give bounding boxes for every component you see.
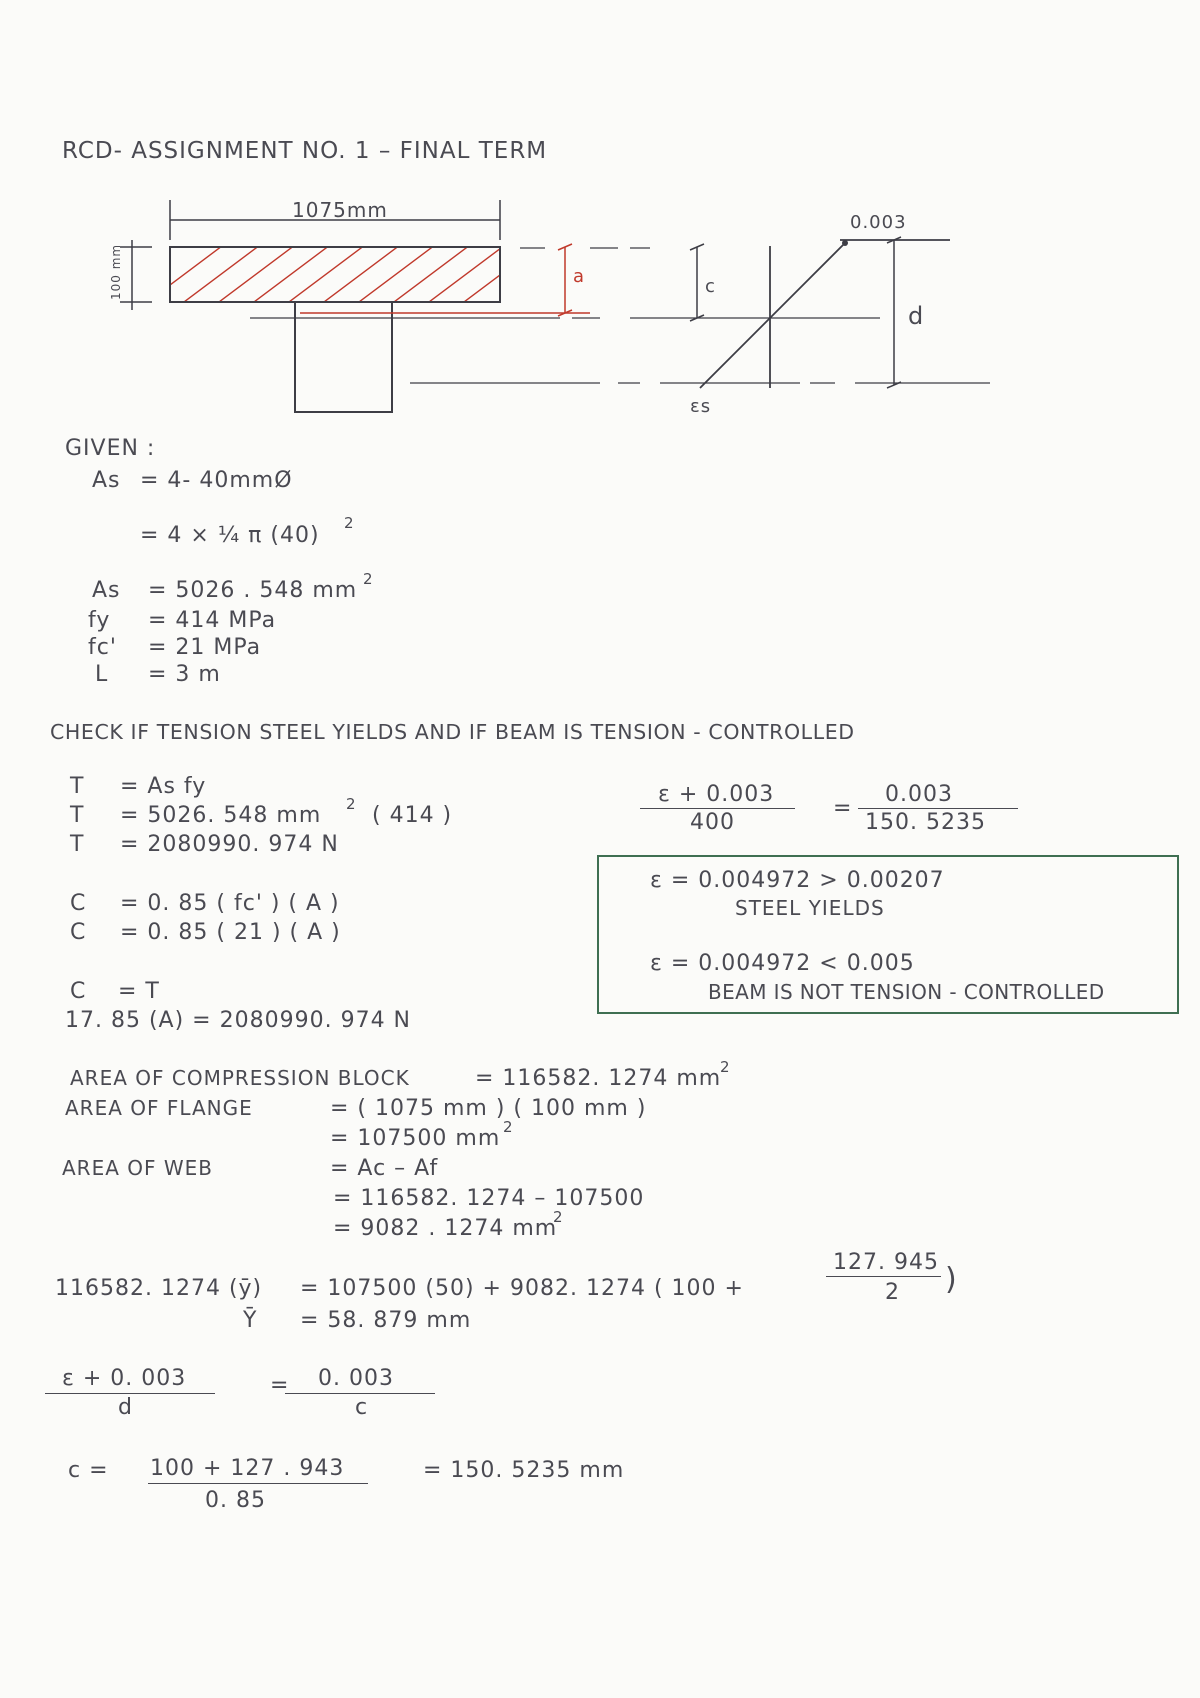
- comp-exp: 2: [720, 1058, 730, 1076]
- strain-line-right: [285, 1393, 435, 1394]
- compression-zone-hatch: [150, 240, 540, 305]
- box-line1: ε = 0.004972 > 0.00207: [650, 868, 945, 893]
- t2-lhs: T: [70, 803, 85, 828]
- ct-rhs: = T: [118, 979, 160, 1004]
- strain-top-label: 0.003: [850, 212, 907, 233]
- check-heading: CHECK IF TENSION STEEL YIELDS AND IF BEAM IS TENSION - CONTROLLED: [50, 720, 855, 744]
- as-value-exp: 2: [363, 570, 373, 588]
- ct-lhs: C: [70, 979, 87, 1004]
- label-a: a: [573, 266, 586, 287]
- c-calc-num: 100 + 127 . 943: [150, 1456, 345, 1481]
- ratio-line-right: [858, 808, 1018, 809]
- label-d: d: [908, 302, 925, 330]
- fc-label: fc': [88, 635, 117, 660]
- as-value-label: As: [92, 578, 121, 603]
- comp-value: = 116582. 1274 mm: [475, 1066, 722, 1091]
- t3-lhs: T: [70, 832, 85, 857]
- fc-value: = 21 MPa: [148, 635, 262, 660]
- flange-value: = ( 1075 mm ) ( 100 mm ): [330, 1096, 647, 1121]
- flange-label: AREA OF FLANGE: [65, 1096, 253, 1120]
- box-line2: STEEL YIELDS: [735, 896, 885, 920]
- t3-rhs: = 2080990. 974 N: [120, 832, 339, 857]
- ybar-rhs: = 58. 879 mm: [300, 1308, 472, 1333]
- c1-lhs: C: [70, 891, 87, 916]
- comp-label: AREA OF COMPRESSION BLOCK: [70, 1066, 410, 1090]
- c-calc-result: = 150. 5235 mm: [423, 1458, 625, 1483]
- ratio-num-right: 0.003: [885, 782, 953, 807]
- c-calc-lhs: c =: [68, 1458, 109, 1483]
- flange-thickness-dimension: [120, 240, 152, 310]
- strain-eq: =: [270, 1373, 290, 1398]
- t-beam-section: [170, 247, 500, 412]
- flange-width-label: 1075mm: [292, 198, 388, 222]
- ratio-line-left: [640, 808, 795, 809]
- fy-value: = 414 MPa: [148, 608, 277, 633]
- strain-num-left: ε + 0. 003: [62, 1366, 187, 1391]
- centroid-frac-num: 127. 945: [833, 1250, 939, 1275]
- given-heading: GIVEN :: [65, 436, 156, 461]
- t1-lhs: T: [70, 774, 85, 799]
- l-value: = 3 m: [148, 662, 221, 687]
- strain-bottom-label: εs: [690, 396, 712, 417]
- web-sub: = 116582. 1274 – 107500: [333, 1186, 645, 1211]
- ratio-den-left: 400: [690, 810, 735, 835]
- depth-c-dimension: [690, 244, 704, 321]
- as-bars: = 4- 40mmØ: [140, 468, 293, 493]
- web-result: = 9082 . 1274 mm: [333, 1216, 558, 1241]
- centroid-lhs: 116582. 1274 (ȳ): [55, 1276, 263, 1301]
- as-label: As: [92, 468, 121, 493]
- c-calc-line: [148, 1483, 368, 1484]
- label-c: c: [705, 276, 716, 297]
- strain-num-right: 0. 003: [318, 1366, 394, 1391]
- ybar-lhs: Ȳ: [243, 1308, 258, 1333]
- depth-d-dimension: [887, 237, 901, 388]
- strain-den-right: c: [355, 1395, 369, 1420]
- c2-rhs: = 0. 85 ( 21 ) ( A ): [120, 920, 341, 945]
- as-formula: = 4 × ¼ π (40): [140, 523, 320, 548]
- centroid-frac-den: 2: [885, 1280, 900, 1305]
- as-formula-exp: 2: [344, 514, 354, 532]
- t2-rhs: = 5026. 548 mm: [120, 803, 322, 828]
- ratio-den-right: 150. 5235: [865, 810, 986, 835]
- page-title: RCD- ASSIGNMENT NO. 1 – FINAL TERM: [62, 138, 548, 164]
- as-value: = 5026 . 548 mm: [148, 578, 358, 603]
- t2-tail: ( 414 ): [372, 803, 453, 828]
- t2-exp: 2: [346, 795, 356, 813]
- ratio-num-left: ε + 0.003: [658, 782, 775, 807]
- ratio-eq: =: [833, 796, 853, 821]
- flange-exp: 2: [503, 1118, 513, 1136]
- centroid-rhs: = 107500 (50) + 9082. 1274 ( 100 +: [300, 1276, 744, 1301]
- c-calc-den: 0. 85: [205, 1488, 266, 1513]
- l-label: L: [95, 662, 109, 687]
- web-value: = Ac – Af: [330, 1156, 439, 1181]
- strain-den-left: d: [118, 1395, 133, 1420]
- t-beam-diagram: [0, 0, 1200, 440]
- c2-lhs: C: [70, 920, 87, 945]
- centroid-close: ): [945, 1262, 958, 1297]
- fy-label: fy: [88, 608, 111, 633]
- depth-a-dimension: [558, 244, 572, 316]
- c1-rhs: = 0. 85 ( fc' ) ( A ): [120, 891, 340, 916]
- eq-final: 17. 85 (A) = 2080990. 974 N: [65, 1008, 412, 1033]
- web-label: AREA OF WEB: [62, 1156, 213, 1180]
- centroid-frac-line: [826, 1276, 941, 1277]
- t1-rhs: = As fy: [120, 774, 207, 799]
- flange-result: = 107500 mm: [330, 1126, 501, 1151]
- box-line4: BEAM IS NOT TENSION - CONTROLLED: [708, 980, 1105, 1004]
- web-exp: 2: [553, 1208, 563, 1226]
- box-line3: ε = 0.004972 < 0.005: [650, 951, 915, 976]
- flange-thickness-label: 100 mm: [109, 243, 123, 300]
- strain-line-left: [45, 1393, 215, 1394]
